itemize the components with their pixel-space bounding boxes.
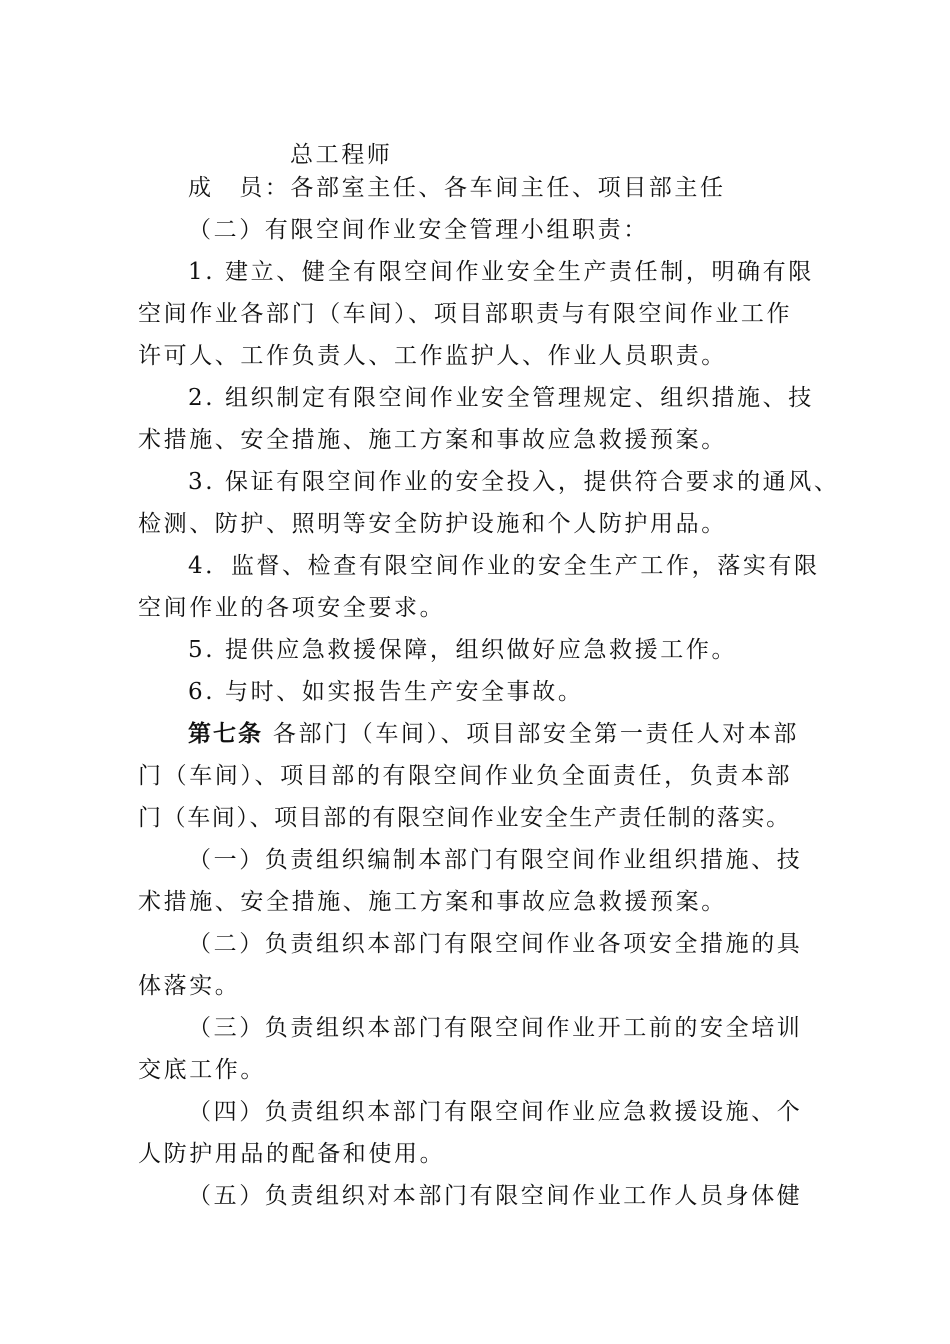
text-line: 3. 保证有限空间作业的安全投入，提供符合要求的通风、 <box>188 469 840 495</box>
text-line: （三）负责组织本部门有限空间作业开工前的安全培训 <box>188 1015 803 1041</box>
text-line: 空间作业的各项安全要求。 <box>138 595 446 621</box>
article-heading-line <box>188 719 888 749</box>
text-line: （五）负责组织对本部门有限空间作业工作人员身体健 <box>188 1183 803 1209</box>
text-line: 成 员：各部室主任、各车间主任、项目部主任 <box>188 175 726 201</box>
text-span: 各部门（车间）、项目部安全第一责任人对本部 <box>272 721 800 747</box>
text-line: 门（车间）、项目部的有限空间作业安全生产责任制的落实。 <box>138 805 791 831</box>
text-line: 门（车间）、项目部的有限空间作业负全面责任，负责本部 <box>138 763 793 789</box>
text-line: 术措施、安全措施、施工方案和事故应急救援预案。 <box>138 889 727 915</box>
text-line: 总工程师 <box>290 142 393 168</box>
text-line: 人防护用品的配备和使用。 <box>138 1141 446 1167</box>
text-line: 6. 与时、如实报告生产安全事故。 <box>188 679 584 705</box>
text-line: 检测、防护、照明等安全防护设施和个人防护用品。 <box>138 511 727 537</box>
text-line: 1. 建立、健全有限空间作业安全生产责任制，明确有限 <box>188 259 814 285</box>
text-line: 交底工作。 <box>138 1057 266 1083</box>
text-line: 许可人、工作负责人、工作监护人、作业人员职责。 <box>138 343 727 369</box>
text-line: （二）有限空间作业安全管理小组职责： <box>188 217 649 243</box>
text-line: 术措施、安全措施、施工方案和事故应急救援预案。 <box>138 427 727 453</box>
text-line: （一）负责组织编制本部门有限空间作业组织措施、技 <box>188 847 803 873</box>
text-line: 5. 提供应急救援保障，组织做好应急救援工作。 <box>188 637 738 663</box>
text-line: 2. 组织制定有限空间作业安全管理规定、组织措施、技 <box>188 385 814 411</box>
text-line: （四）负责组织本部门有限空间作业应急救援设施、个 <box>188 1099 803 1125</box>
text-line: 体落实。 <box>138 973 241 999</box>
text-line: 4．监督、检查有限空间作业的安全生产工作，落实有限 <box>188 553 820 579</box>
text-line: 空间作业各部门（车间）、项目部职责与有限空间作业工作 <box>138 301 793 327</box>
article-label: 第七条 <box>188 720 263 747</box>
text-line: （二）负责组织本部门有限空间作业各项安全措施的具 <box>188 931 803 957</box>
